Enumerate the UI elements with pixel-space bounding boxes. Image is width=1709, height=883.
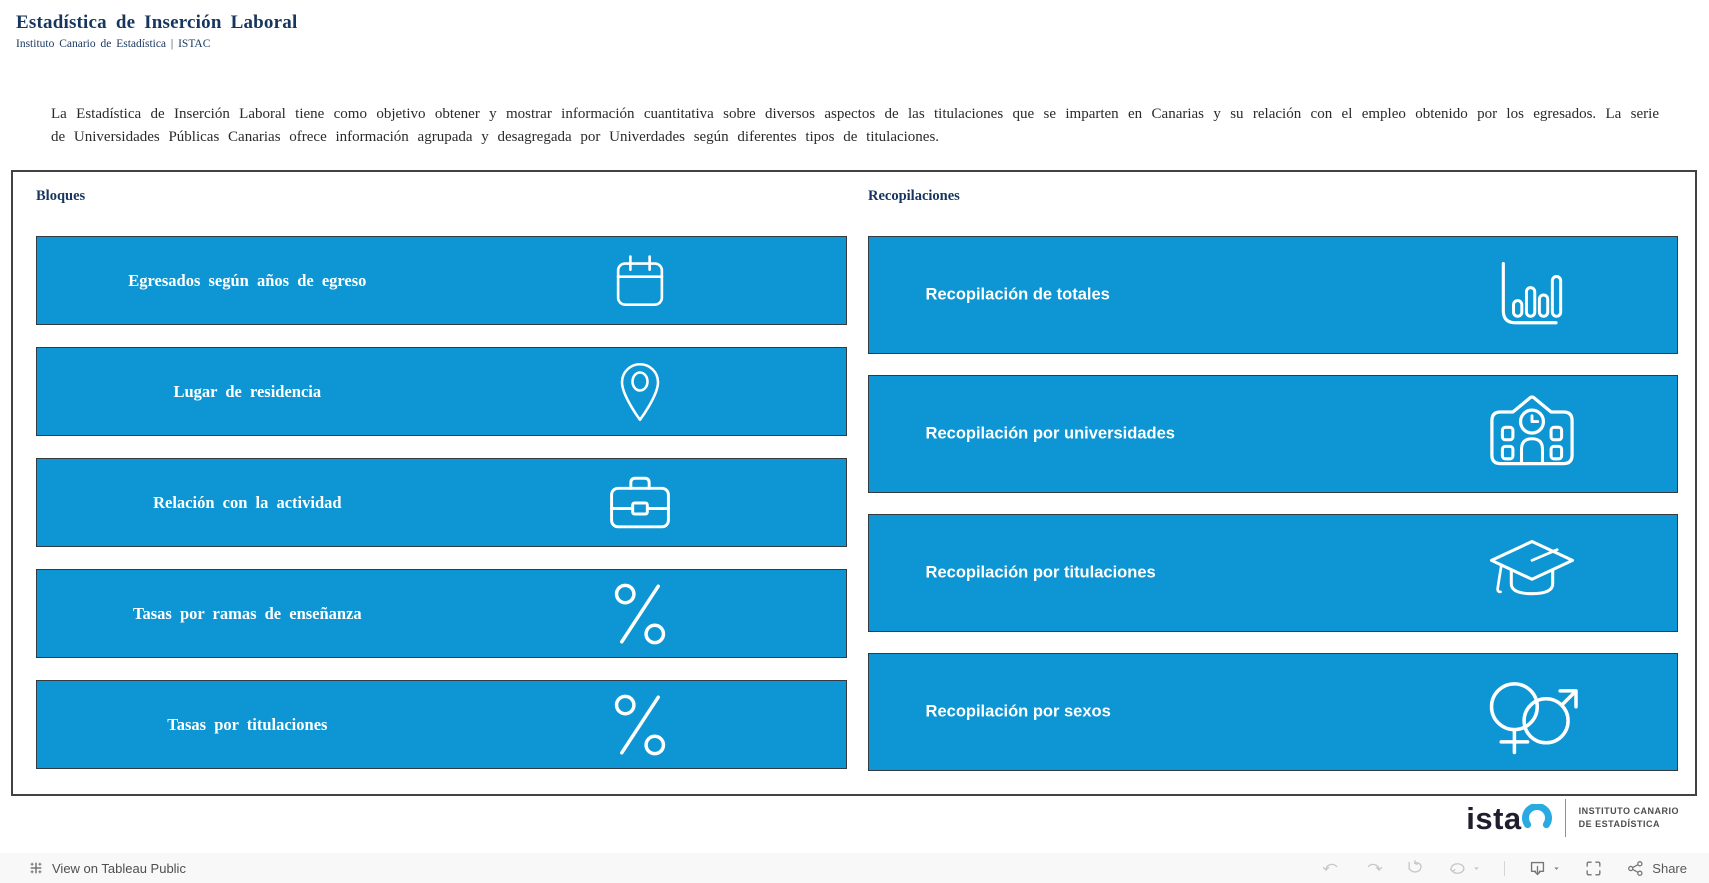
view-on-tableau-public-label: View on Tableau Public bbox=[52, 860, 186, 876]
revert-button[interactable] bbox=[1406, 859, 1425, 878]
relacion-con-la-actividad-button[interactable] bbox=[36, 458, 847, 547]
page-title: Estadística de Inserción Laboral bbox=[16, 12, 298, 33]
caret-down-icon bbox=[1552, 864, 1561, 873]
org-line2: DE ESTADÍSTICA bbox=[1578, 819, 1660, 829]
button-label: Lugar de residencia bbox=[173, 381, 322, 401]
recopilaciones-heading: Recopilaciones bbox=[868, 188, 960, 204]
recopilacion-por-universidades-button[interactable] bbox=[868, 375, 1678, 493]
istac-c-icon bbox=[1522, 804, 1552, 832]
main-panel bbox=[11, 170, 1697, 796]
share-label: Share bbox=[1652, 860, 1687, 876]
recopilaciones-column bbox=[868, 236, 1678, 792]
fullscreen-icon bbox=[1584, 859, 1603, 878]
bar-chart-icon bbox=[1495, 258, 1569, 332]
page-subtitle: Instituto Canario de Estadística | ISTAC bbox=[16, 38, 211, 50]
button-label: Relación con la actividad bbox=[153, 492, 342, 512]
button-label: Recopilación de totales bbox=[925, 285, 1110, 304]
undo-button[interactable] bbox=[1322, 859, 1341, 878]
gender-icon bbox=[1482, 668, 1582, 756]
calendar-icon bbox=[612, 253, 668, 309]
graduation-cap-icon bbox=[1486, 537, 1578, 609]
recopilacion-por-sexos-button[interactable] bbox=[868, 653, 1678, 771]
istac-logo bbox=[1466, 799, 1679, 837]
logo-divider bbox=[1565, 799, 1566, 837]
refresh-icon bbox=[1448, 859, 1467, 878]
org-line1: INSTITUTO CANARIO bbox=[1578, 805, 1679, 816]
button-label: Egresados según años de egreso bbox=[128, 270, 367, 290]
button-label: Recopilación por sexos bbox=[925, 702, 1111, 721]
istac-wordmark bbox=[1466, 801, 1551, 836]
map-pin-icon bbox=[616, 361, 664, 423]
school-icon bbox=[1484, 392, 1580, 476]
dashboard-description: La Estadística de Inserción Laboral tiene como objetivo obtener y mostrar información cuantitativa sobre diversos aspectos de las titulaciones que se imparten en Canarias y su relación con el empleo obtenido por los egresados. La serie de Universidades Públicas Canarias ofrece información agrupada y desagregada por Univerdades según diferentes tipos de titulaciones. bbox=[51, 106, 1659, 145]
caret-down-icon bbox=[1472, 864, 1481, 873]
tasas-por-ramas-de-ensenanza-button[interactable] bbox=[36, 569, 847, 658]
button-label: Recopilación por universidades bbox=[925, 424, 1175, 443]
tableau-toolbar bbox=[0, 853, 1709, 883]
bloques-column bbox=[36, 236, 847, 791]
undo-icon bbox=[1322, 859, 1341, 878]
briefcase-icon bbox=[607, 474, 673, 532]
redo-icon bbox=[1364, 859, 1383, 878]
download-button[interactable] bbox=[1528, 859, 1561, 878]
toolbar-divider bbox=[1504, 861, 1505, 876]
toolbar-controls bbox=[1322, 859, 1687, 878]
share-icon bbox=[1626, 859, 1645, 878]
bloques-heading: Bloques bbox=[36, 188, 86, 204]
download-icon bbox=[1528, 859, 1547, 878]
lugar-de-residencia-button[interactable] bbox=[36, 347, 847, 436]
percent-icon bbox=[612, 692, 668, 758]
view-on-tableau-public-link[interactable] bbox=[28, 860, 186, 876]
percent-icon bbox=[612, 581, 668, 647]
revert-icon bbox=[1406, 859, 1425, 878]
fullscreen-button[interactable] bbox=[1584, 859, 1603, 878]
istac-org-name bbox=[1579, 805, 1679, 831]
share-button[interactable] bbox=[1626, 859, 1687, 878]
egresados-segun-anos-de-egreso-button[interactable] bbox=[36, 236, 847, 325]
tableau-logo-icon bbox=[28, 860, 44, 876]
redo-button[interactable] bbox=[1364, 859, 1383, 878]
recopilacion-de-totales-button[interactable] bbox=[868, 236, 1678, 354]
button-label: Tasas por ramas de enseñanza bbox=[132, 603, 362, 623]
button-label: Tasas por titulaciones bbox=[167, 714, 328, 734]
tasas-por-titulaciones-button[interactable] bbox=[36, 680, 847, 769]
recopilacion-por-titulaciones-button[interactable] bbox=[868, 514, 1678, 632]
refresh-button[interactable] bbox=[1448, 859, 1481, 878]
button-label: Recopilación por titulaciones bbox=[925, 563, 1156, 582]
istac-wordmark-dark: ista bbox=[1466, 801, 1522, 836]
